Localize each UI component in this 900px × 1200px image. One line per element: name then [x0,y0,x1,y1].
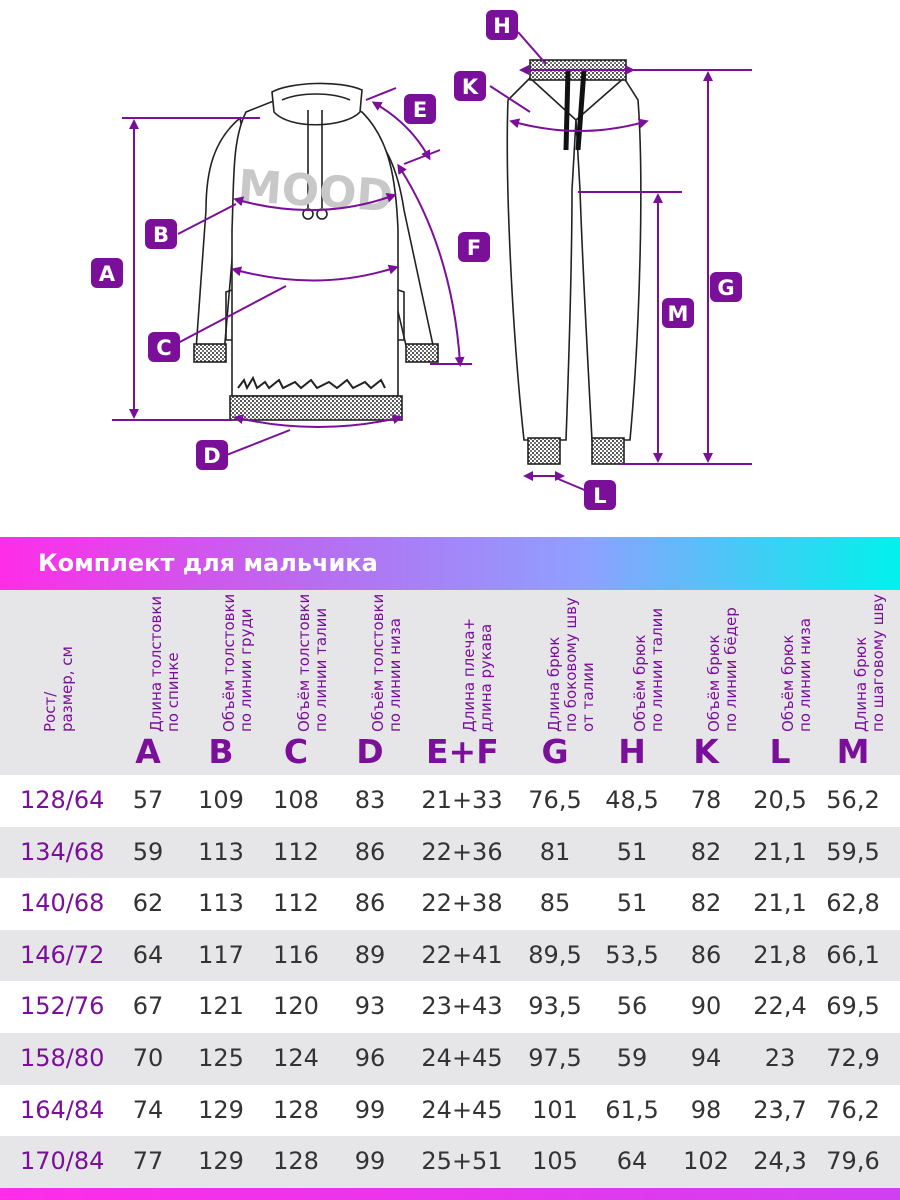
header-size-label: Рост/ размер, см [41,646,76,732]
header-col-a-desc: Длина толстовки по спинке [147,595,182,732]
table-title: Комплект для мальчика [38,549,378,577]
cell-l: 21,8 [753,940,807,969]
hoodie-drawing [194,83,438,420]
table-row [0,1136,900,1188]
header-col-d-desc: Объём толстовки по линии низа [369,593,404,732]
cell-m: 72,9 [826,1043,880,1072]
svg-text:B: B [152,223,170,247]
header-col-k-letter: K [693,732,719,771]
table-row [0,775,900,827]
cell-b: 129 [198,1095,244,1124]
cell-h: 51 [616,837,648,866]
cell-g: 85 [539,889,571,918]
cell-size: 164/84 [20,1095,105,1124]
cell-l: 20,5 [753,786,807,814]
cell-a: 57 [132,786,164,814]
cell-d: 99 [354,1095,386,1124]
cell-k: 78 [690,786,722,814]
cell-ef: 22+41 [421,940,503,969]
cell-l: 22,4 [753,992,807,1021]
header-col-c-letter: C [283,732,309,771]
header-col-b-letter: B [208,732,234,771]
table-row [0,827,900,879]
pants-right-cuff [592,438,624,464]
svg-text:G: G [717,276,735,300]
cell-c: 124 [273,1043,319,1072]
cell-g: 101 [532,1095,578,1124]
header-col-m [818,590,888,775]
header-col-c-desc: Объём толстовки по линии талии [295,593,330,732]
cell-ef: 22+38 [421,889,503,918]
header-col-ef [426,590,499,775]
header-col-l [745,590,815,775]
cell-c: 116 [273,940,319,969]
cell-size: 128/64 [20,786,105,814]
cell-g: 105 [532,1147,578,1176]
cell-d: 89 [354,940,386,969]
header-col-l-desc: Объём брюк по линии низа [779,618,814,732]
cell-a: 59 [132,837,164,866]
label-d [196,440,228,470]
label-m [662,298,694,328]
label-c [148,332,180,362]
header-col-c [261,590,331,775]
svg-text:C: C [156,336,172,360]
cell-m: 62,8 [826,889,880,918]
label-k [454,71,486,101]
cell-g: 81 [539,837,571,866]
cell-d: 93 [354,992,386,1021]
cell-l: 24,3 [753,1147,807,1176]
header-col-g-letter: G [541,732,569,771]
cell-k: 82 [690,889,722,918]
header-size [20,590,90,775]
cell-b: 113 [198,889,244,918]
table-row [0,1085,900,1137]
table-header [0,590,900,775]
svg-text:F: F [466,236,482,260]
header-col-ef-desc: Длина плеча+ длина рукава [460,617,495,732]
cell-ef: 23+43 [421,992,503,1021]
header-col-g-desc: Длина брюк по боковому шву от талии [545,597,597,732]
cell-b: 109 [198,786,244,814]
header-col-a-letter: A [135,732,161,771]
cell-ef: 21+33 [421,786,503,814]
table-row [0,930,900,982]
cell-a: 74 [132,1095,164,1124]
cell-size: 158/80 [20,1043,105,1072]
cell-size: 140/68 [20,889,105,918]
cell-h: 48,5 [605,786,659,814]
cell-m: 76,2 [826,1095,880,1124]
cell-k: 86 [690,940,722,969]
header-col-d [335,590,405,775]
cell-c: 128 [273,1095,319,1124]
header-col-ef-letter: E+F [426,732,499,771]
cell-a: 62 [132,889,164,918]
measurement-diagram [0,0,900,530]
cell-a: 64 [132,940,164,969]
cell-k: 90 [690,992,722,1021]
cell-m: 56,2 [826,786,880,814]
cell-d: 99 [354,1147,386,1176]
svg-text:M: M [667,302,689,326]
cell-g: 76,5 [528,786,582,814]
cell-d: 96 [354,1043,386,1072]
header-col-h-desc: Объём брюк по линии талии [631,607,666,732]
pants-left-cuff [528,438,560,464]
cell-size: 146/72 [20,940,105,969]
cell-size: 134/68 [20,837,105,866]
cell-c: 112 [273,837,319,866]
table-row [0,981,900,1033]
cell-c: 108 [273,786,319,814]
header-col-h-letter: H [618,732,646,771]
header-col-b-desc: Объём толстовки по линии груди [220,593,255,732]
cell-b: 117 [198,940,244,969]
table-body [0,775,900,1188]
cell-b: 129 [198,1147,244,1176]
svg-text:E: E [412,98,428,122]
svg-text:A: A [98,262,116,286]
pants-drawing [507,60,641,464]
hoodie-collar [272,83,362,124]
cell-a: 77 [132,1147,164,1176]
label-h [486,10,518,40]
cell-k: 82 [690,837,722,866]
cell-k: 102 [683,1147,729,1176]
cell-g: 89,5 [528,940,582,969]
cell-g: 93,5 [528,992,582,1021]
svg-text:L: L [593,484,607,508]
cell-d: 86 [354,837,386,866]
cell-b: 121 [198,992,244,1021]
bottom-accent-bar [0,1188,900,1200]
cell-ef: 22+36 [421,837,503,866]
label-e [404,94,436,124]
table-row [0,878,900,930]
header-col-b [186,590,256,775]
svg-text:H: H [493,14,511,38]
header-col-a [113,590,183,775]
cell-h: 51 [616,889,648,918]
header-col-h [597,590,667,775]
hoodie-print-text: MOOD [236,160,395,223]
header-col-d-letter: D [356,732,384,771]
cell-l: 23 [764,1043,796,1072]
cell-c: 120 [273,992,319,1021]
cell-l: 21,1 [753,837,807,866]
cell-d: 86 [354,889,386,918]
hoodie-left-cuff [194,344,226,362]
cell-h: 53,5 [605,940,659,969]
cell-b: 125 [198,1043,244,1072]
cell-m: 69,5 [826,992,880,1021]
cell-m: 59,5 [826,837,880,866]
svg-text:D: D [203,444,221,468]
cell-b: 113 [198,837,244,866]
table-title-banner [0,537,900,590]
cell-h: 61,5 [605,1095,659,1124]
table-row [0,1033,900,1085]
header-col-m-desc: Длина брюк по шаговому шву [852,593,887,732]
label-f [458,232,490,262]
header-col-k [671,590,741,775]
label-l [584,480,616,510]
header-col-m-letter: M [836,732,870,771]
cell-ef: 25+51 [421,1147,503,1176]
cell-d: 83 [354,786,386,814]
label-a [91,258,123,288]
cell-c: 128 [273,1147,319,1176]
cell-ef: 24+45 [421,1043,503,1072]
cell-m: 79,6 [826,1147,880,1176]
cell-h: 56 [616,992,648,1021]
cell-l: 21,1 [753,889,807,918]
cell-k: 98 [690,1095,722,1124]
cell-a: 67 [132,992,164,1021]
label-g [710,272,742,302]
cell-l: 23,7 [753,1095,807,1124]
cell-m: 66,1 [826,940,880,969]
header-col-l-letter: L [769,732,791,771]
cell-size: 170/84 [20,1147,105,1176]
cell-a: 70 [132,1043,164,1072]
cell-size: 152/76 [20,992,105,1021]
pants-right-leg [576,78,641,440]
hoodie-right-cuff [406,344,438,362]
cell-k: 94 [690,1043,722,1072]
cell-g: 97,5 [528,1043,582,1072]
cell-h: 59 [616,1043,648,1072]
hoodie-body [232,100,398,396]
label-b [145,219,177,249]
cell-h: 64 [616,1147,648,1176]
svg-text:K: K [461,75,479,99]
cell-c: 112 [273,889,319,918]
header-col-g [520,590,597,775]
hoodie-hem-band [230,396,402,420]
cell-ef: 24+45 [421,1095,503,1124]
header-col-k-desc: Объём брюк по линии бёдер [705,607,740,732]
